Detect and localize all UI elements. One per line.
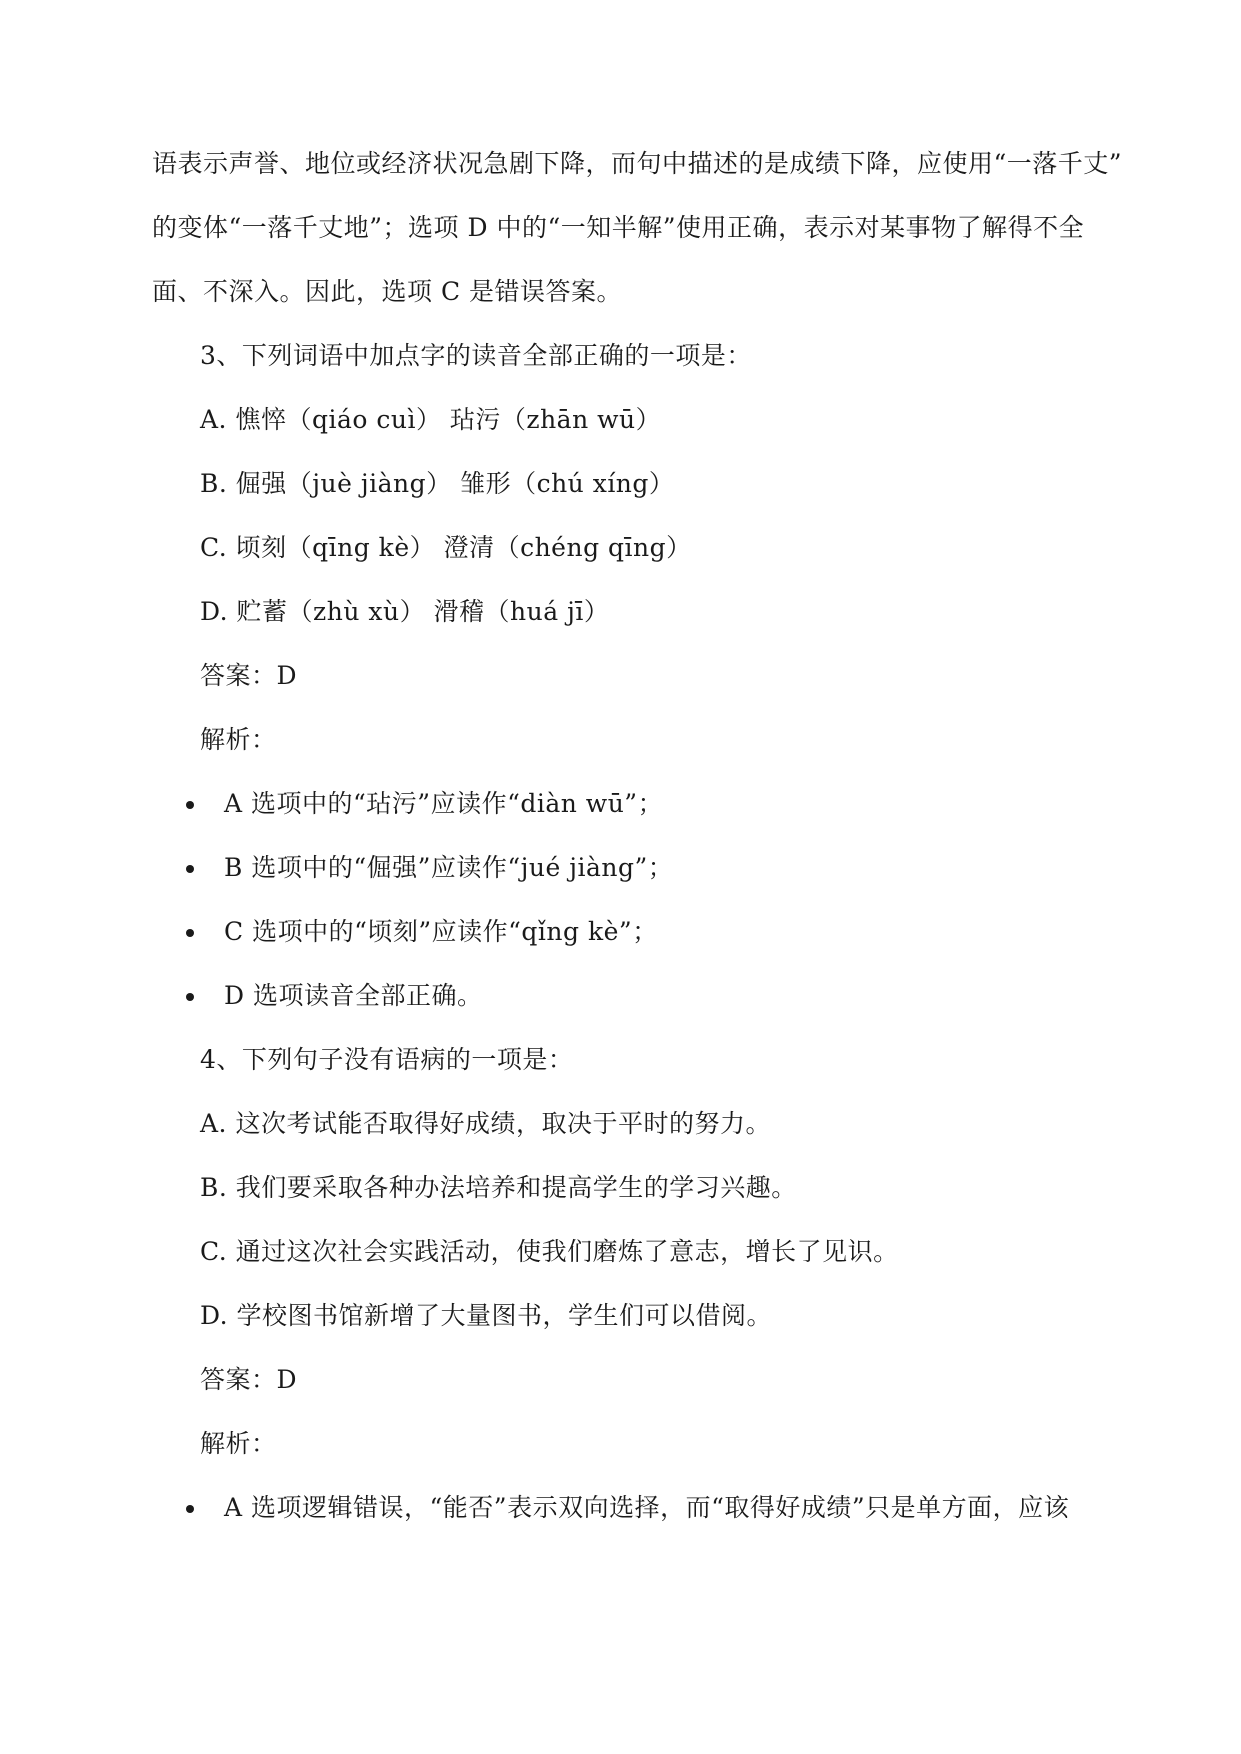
paragraph-line-3: 面、不深入。因此，选项 C 是错误答案。 bbox=[152, 277, 623, 306]
q3-option-d: D. 贮蓄（zhù xù） 滑稽（huá jī） bbox=[200, 597, 610, 626]
q3-answer: 答案：D bbox=[200, 661, 298, 690]
q3-analysis-text: B 选项中的“倔强”应读作“jué jiàng”； bbox=[224, 853, 674, 882]
q4-question: 4、下列句子没有语病的一项是： bbox=[200, 1045, 574, 1074]
bullet-icon bbox=[186, 1505, 194, 1513]
bullet-icon bbox=[186, 993, 194, 1001]
q3-analysis-text: D 选项读音全部正确。 bbox=[224, 981, 483, 1010]
q3-analysis-text: C 选项中的“顷刻”应读作“qǐng kè”； bbox=[224, 917, 658, 946]
q3-option-a: A. 憔悴（qiáo cuì） 玷污（zhān wū） bbox=[200, 405, 662, 434]
q4-option-c: C. 通过这次社会实践活动，使我们磨炼了意志，增长了见识。 bbox=[200, 1237, 899, 1266]
q3-analysis-text: A 选项中的“玷污”应读作“diàn wū”； bbox=[224, 789, 664, 818]
q4-option-b: B. 我们要采取各种办法培养和提高学生的学习兴趣。 bbox=[200, 1173, 797, 1202]
q3-option-c: C. 顷刻（qīng kè） 澄清（chéng qīng） bbox=[200, 533, 692, 562]
bullet-icon bbox=[186, 929, 194, 937]
q4-analysis-text: A 选项逻辑错误，“能否”表示双向选择，而“取得好成绩”只是单方面，应该 bbox=[224, 1493, 1070, 1522]
q3-analysis-label: 解析： bbox=[200, 725, 277, 754]
q4-option-a: A. 这次考试能否取得好成绩，取决于平时的努力。 bbox=[200, 1109, 771, 1138]
paragraph-line-1: 语表示声誉、地位或经济状况急剧下降，而句中描述的是成绩下降，应使用“一落千丈” bbox=[152, 149, 1123, 178]
paragraph-line-2: 的变体“一落千丈地”；选项 D 中的“一知半解”使用正确，表示对某事物了解得不全 bbox=[152, 213, 1085, 242]
q4-analysis-label: 解析： bbox=[200, 1429, 277, 1458]
q4-option-d: D. 学校图书馆新增了大量图书，学生们可以借阅。 bbox=[200, 1301, 773, 1330]
q4-answer: 答案：D bbox=[200, 1365, 298, 1394]
q3-question: 3、下列词语中加点字的读音全部正确的一项是： bbox=[200, 341, 752, 370]
q3-option-b: B. 倔强（juè jiàng） 雏形（chú xíng） bbox=[200, 469, 675, 498]
bullet-icon bbox=[186, 865, 194, 873]
bullet-icon bbox=[186, 801, 194, 809]
